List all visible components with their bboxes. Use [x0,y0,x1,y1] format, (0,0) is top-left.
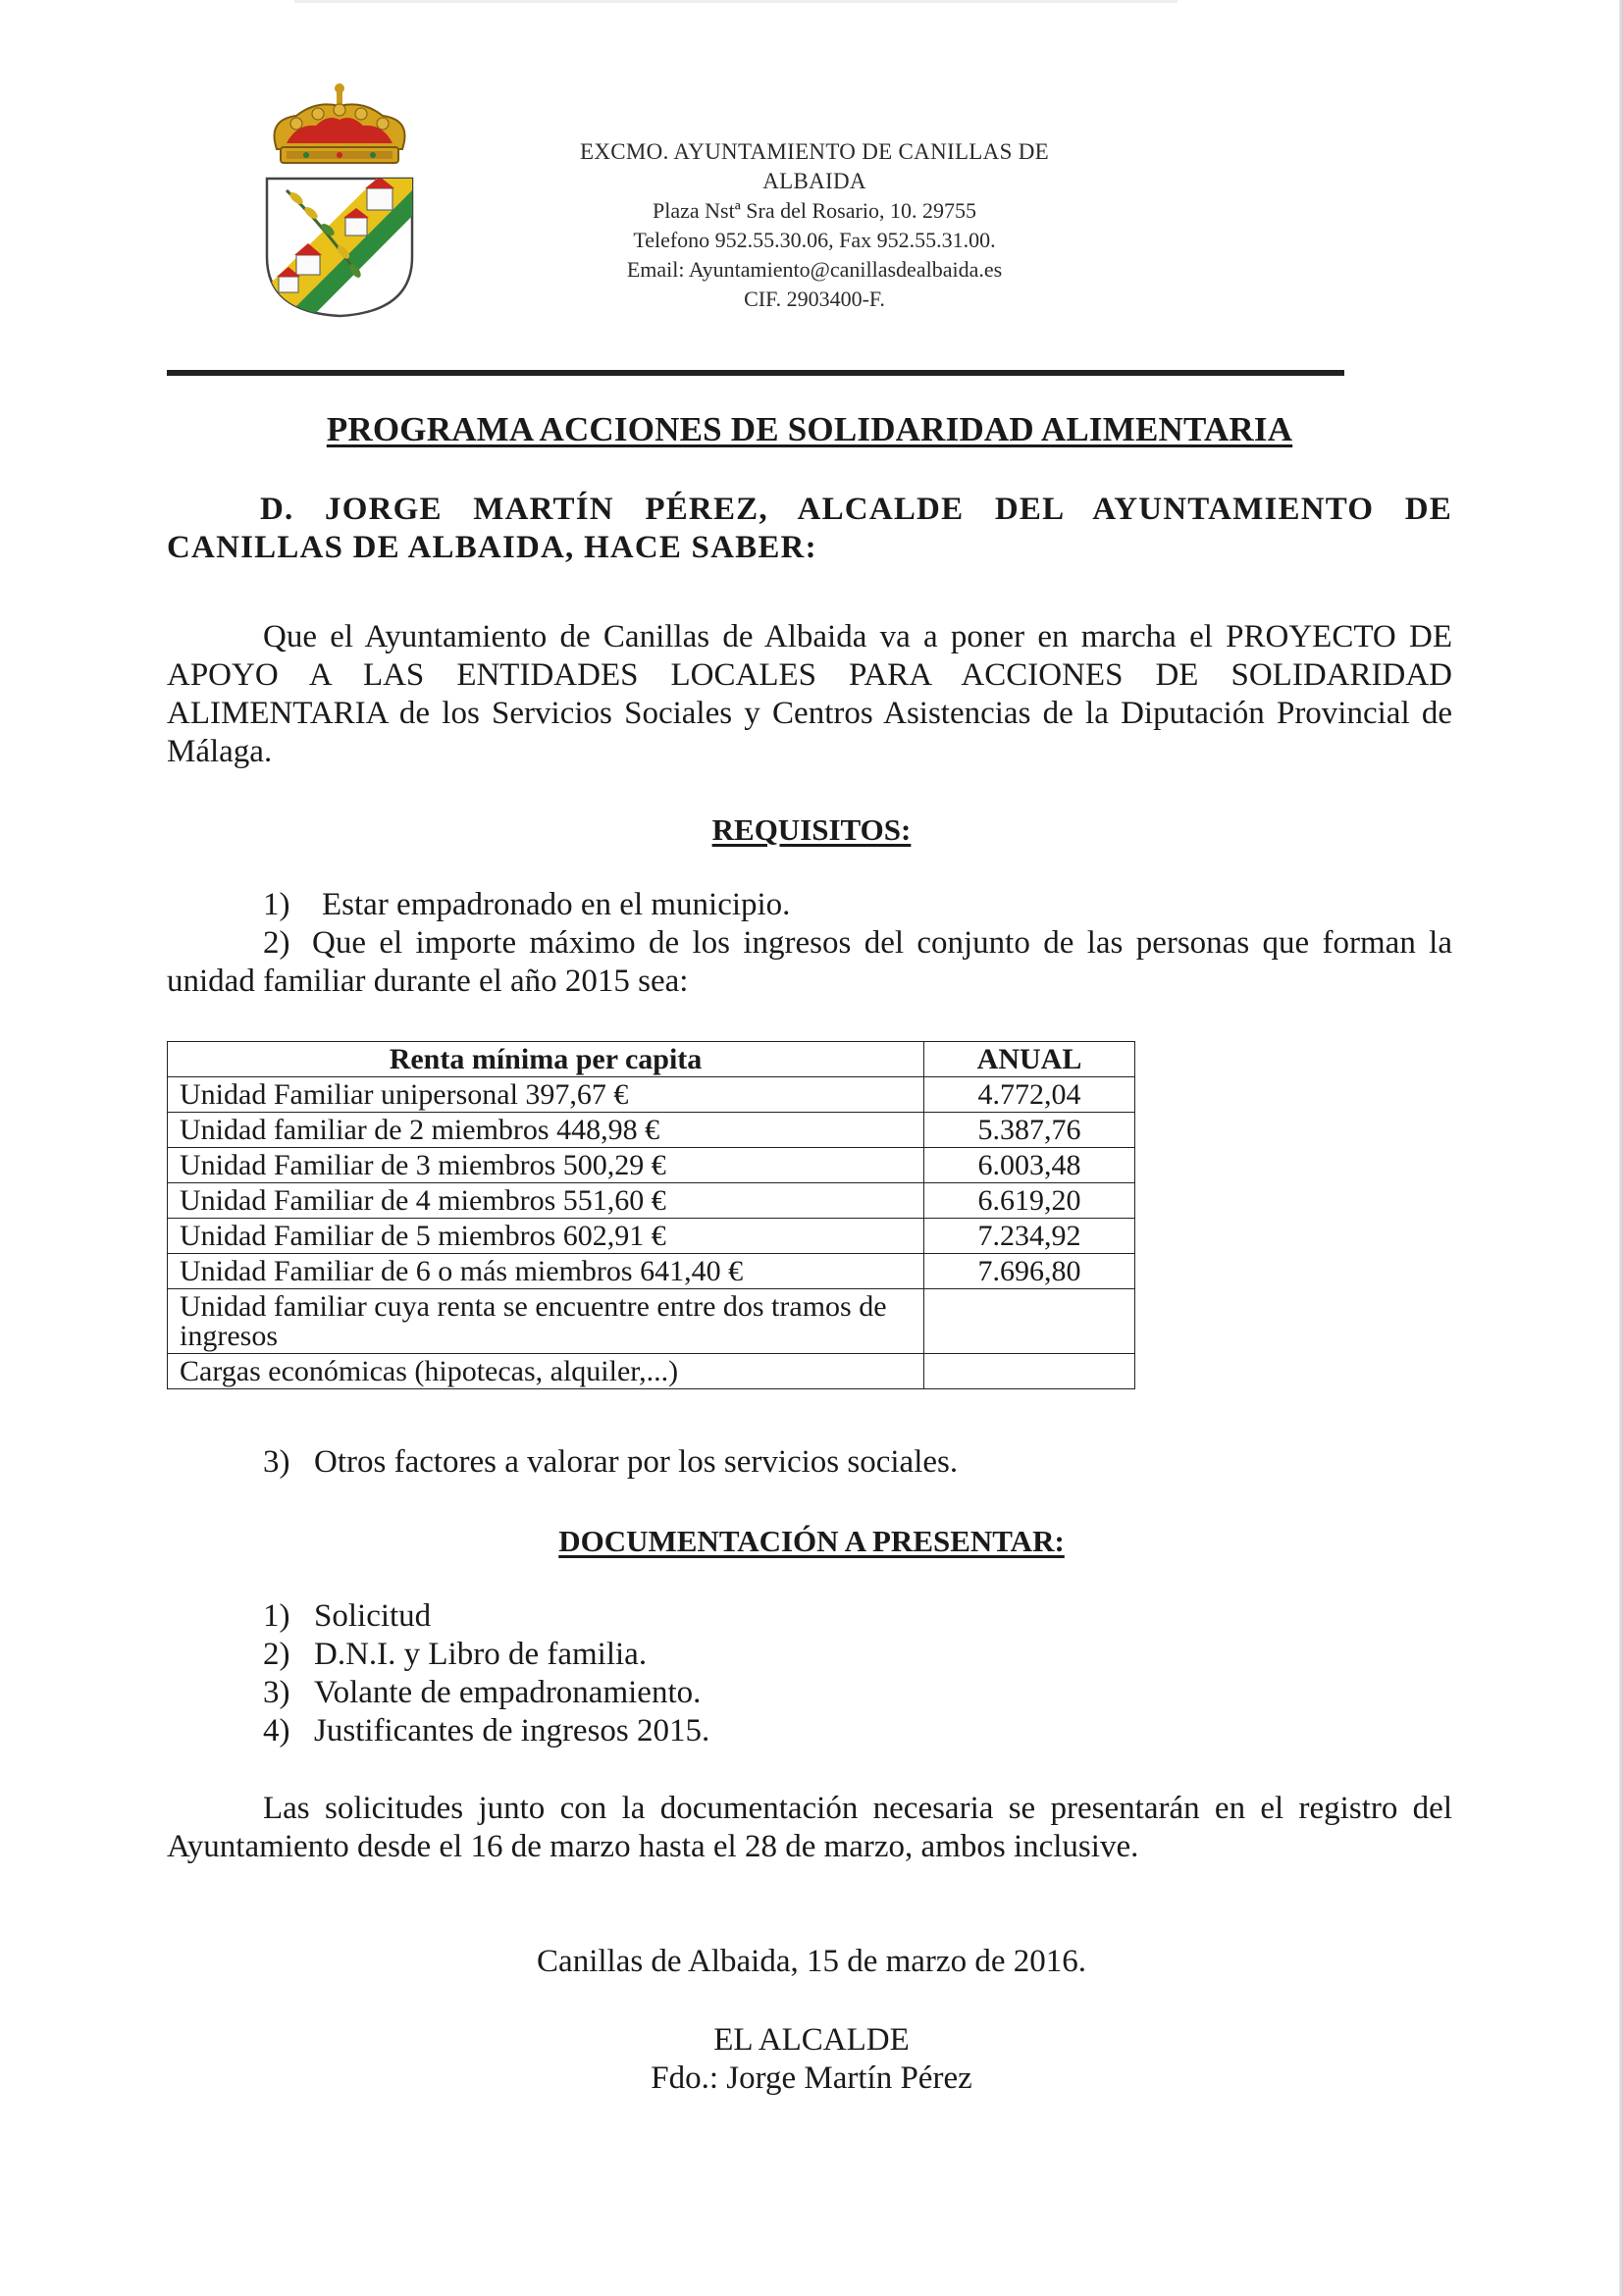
list-item-text: D.N.I. y Libro de familia. [314,1637,648,1672]
table-cell-annual [924,1354,1135,1389]
table-cell-description: Unidad Familiar de 4 miembros 551,60 € [168,1183,924,1219]
place-date: Canillas de Albaida, 15 de marzo de 2016. [537,1944,1086,1979]
column-header-renta: Renta mínima per capita [168,1042,924,1077]
intro-text: Que el Ayuntamiento de Canillas de Albaida va a poner en marcha el PROYECTO DE APOYO A LAS ENTIDADES LOCALES PARA ACCIONES DE SOLIDARIDAD ALIMENTARIA de los Servicios Sociales y Centros Asistencias de la Diputación Provincial de Málaga. [167,619,1452,769]
header-divider [167,370,1344,376]
closing-text: Las solicitudes junto con la documentación necesaria se presentarán en el registro del Ayuntamiento desde el 16 de marzo hasta el 28 de marzo, ambos inclusive. [167,1791,1452,1864]
signature-block [0,2021,1623,2098]
intro-paragraph [167,618,1452,771]
signature-role: EL ALCALDE [713,2022,910,2058]
column-header-anual: ANUAL [924,1042,1135,1077]
document-title: PROGRAMA ACCIONES DE SOLIDARIDAD ALIMENTARIA [326,410,1293,448]
table-cell-annual: 5.387,76 [924,1113,1135,1148]
letterhead-address: Plaza Nstª Sra del Rosario, 10. 29755 [653,198,976,223]
table-row [168,1148,1135,1183]
table-row [168,1183,1135,1219]
mayor-line-2: CANILLAS DE ALBAIDA, HACE SABER: [167,530,817,565]
mayor-announcement [167,491,1452,567]
letterhead-cif: CIF. 2903400-F. [744,287,885,311]
list-item [263,1636,709,1674]
documentacion-list [263,1597,709,1750]
requisito-text: Otros factores a valorar por los servicios sociales. [314,1444,959,1480]
income-table [167,1041,1135,1389]
requisito-item-1 [167,886,1452,924]
table-row [168,1354,1135,1389]
list-item-number: 2) [263,1637,290,1672]
letterhead [550,137,1079,314]
table-cell-annual: 6.619,20 [924,1183,1135,1219]
table-row [168,1113,1135,1148]
table-cell-description: Unidad Familiar de 5 miembros 602,91 € [168,1219,924,1254]
list-item [263,1597,709,1636]
letterhead-phone-fax: Telefono 952.55.30.06, Fax 952.55.31.00. [633,228,996,252]
table-cell-description: Unidad Familiar de 6 o más miembros 641,40 € [168,1254,924,1289]
letterhead-institution: EXCMO. AYUNTAMIENTO DE CANILLAS DE ALBAIDA [580,139,1049,193]
requisito-number: 3) [263,1444,290,1480]
requisito-text: Que el importe máximo de los ingresos del conjunto de las personas que forman la unidad familiar durante el año 2015 sea: [167,925,1452,999]
scan-top-mark [294,0,1178,3]
table-cell-description: Unidad Familiar unipersonal 397,67 € [168,1077,924,1113]
requisito-text: Estar empadronado en el municipio. [322,887,791,922]
requisitos-heading: REQUISITOS: [711,812,912,847]
signature-name: Fdo.: Jorge Martín Pérez [651,2061,972,2096]
closing-paragraph [167,1790,1452,1866]
coat-of-arms-icon [257,80,422,322]
mayor-line-1: D. JORGE MARTÍN PÉREZ, ALCALDE DEL AYUNTAMIENTO DE [260,492,1452,527]
requisito-number: 1) [263,887,290,922]
requisito-item-3 [263,1443,958,1482]
table-cell-annual: 4.772,04 [924,1077,1135,1113]
requisito-item-2 [167,924,1452,1001]
requisito-number: 2) [263,925,290,961]
list-item-number: 1) [263,1598,290,1634]
list-item-text: Volante de empadronamiento. [314,1675,702,1710]
list-item-text: Solicitud [314,1598,432,1634]
table-cell-annual: 6.003,48 [924,1148,1135,1183]
table-header-row [168,1042,1135,1077]
table-cell-description: Cargas económicas (hipotecas, alquiler,...) [168,1354,924,1389]
letterhead-email: Email: Ayuntamiento@canillasdealbaida.es [626,257,1003,282]
table-cell-annual [924,1289,1135,1354]
table-row [168,1289,1135,1354]
table-cell-annual: 7.234,92 [924,1219,1135,1254]
requisitos-list [167,886,1452,1001]
table-cell-description: Unidad Familiar de 3 miembros 500,29 € [168,1148,924,1183]
list-item-number: 3) [263,1675,290,1710]
list-item-text: Justificantes de ingresos 2015. [314,1713,710,1748]
table-cell-description: Unidad familiar de 2 miembros 448,98 € [168,1113,924,1148]
table-row [168,1254,1135,1289]
table-row [168,1077,1135,1113]
list-item-number: 4) [263,1713,290,1748]
table-cell-annual: 7.696,80 [924,1254,1135,1289]
list-item [263,1712,709,1750]
table-cell-description: Unidad familiar cuya renta se encuentre entre dos tramos de ingresos [168,1289,924,1354]
table-row [168,1219,1135,1254]
documentacion-heading: DOCUMENTACIÓN A PRESENTAR: [558,1524,1065,1558]
list-item [263,1674,709,1712]
